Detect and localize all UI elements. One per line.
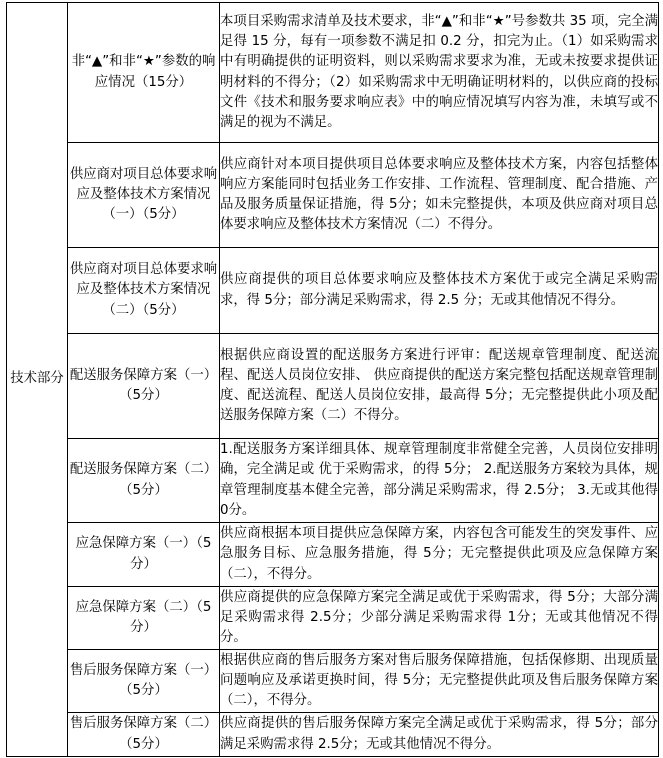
item-label: 供应商对项目总体要求响应及整体技术方案情况（一）（5分）: [69, 166, 218, 223]
criteria-cell: [220, 587, 659, 650]
item-label: 应急保障方案（一）（5分）: [75, 536, 212, 572]
item-cell: [68, 334, 220, 439]
criteria-cell: [220, 650, 659, 713]
criteria-cell: [220, 523, 659, 587]
table-row: [7, 713, 659, 757]
criteria-cell: [220, 439, 659, 523]
section-label: 技术部分: [10, 371, 64, 387]
item-label: 应急保障方案（二）（5分）: [75, 599, 212, 635]
item-cell: [68, 523, 220, 587]
item-label: 非“▲”和非“★”参数的响应情况（15分）: [71, 54, 216, 90]
criteria-text: 根据供应商的售后服务方案对售后服务保障措施，包括保修期、出现质量问题响应及承诺更换时间，得 5分；无完整提供此项及售后服务保障方案 （二），不得分。: [220, 652, 658, 709]
criteria-text: 根据供应商设置的配送服务方案进行评审：配送规章管理制度、配送流程、配送人员岗位安排、 供应商提供的配送方案完整包括配送规章管理制度、配送流程、配送人员岗位安排，最高得 5分；无完整提供此小项及配送服务保障方案（二）不得分。: [220, 347, 658, 424]
criteria-cell: [220, 713, 659, 757]
scoring-table: [6, 2, 659, 757]
item-cell: [68, 713, 220, 757]
section-cell: [7, 3, 68, 757]
item-cell: [68, 248, 220, 334]
criteria-text: 供应商针对本项目提供项目总体要求响应及整体技术方案，内容包括整体响应方案能同时包括业务工作安排、工作流程、管理制度、配合措施、产品及服务质量保证措施，得 5分；如未完整提供，本项及供应商对项目总体要求响应及整体技术方案情况（二）不得分。: [220, 156, 658, 233]
criteria-text: 本项目采购需求清单及技术要求，非“▲”和非“★”号参数共 35 项，完全满足得 15 分，每有一项参数不满足扣 0.2 分，扣完为止。（1）如采购需求中有明确提供的证明资料，则以采购需求要求为准，无或未按要求提供证明材料的不得分；（2）如采购需求中无明确证明材料的，以供应商的投标文件《技术和服务要求响应表》中的响应情况填写内容为准，未填写或不满足的视为不满足。: [220, 13, 658, 130]
criteria-cell: [220, 248, 659, 334]
table-row: [7, 650, 659, 713]
item-label: 售后服务保障方案（一）（5分）: [69, 662, 218, 698]
criteria-cell: [220, 143, 659, 248]
criteria-text: 供应商提供的售后服务保障方案完全满足或优于采购需求，得 5分；部分满足采购需求得 2.5分；无或其他情况不得分。: [220, 716, 658, 752]
item-cell: [68, 650, 220, 713]
table-row: [7, 334, 659, 439]
table-row: [7, 143, 659, 248]
criteria-text: 供应商提供的应急保障方案完全满足或优于采购需求，得 5分；大部分满足采购需求得 2.5分；少部分满足采购需求得 1分；无或其他情况不得分。: [220, 589, 658, 646]
criteria-text: 1.配送服务方案详细具体、规章管理制度非常健全完善，人员岗位安排明确，完全满足或 优于采购需求，的得 5分； 2.配送服务方案较为具体，规章管理制度基本健全完善，部分满足采购需求，得 2.5分； 3.无或其他得 0分。: [220, 442, 658, 518]
table-row: [7, 587, 659, 650]
criteria-cell: [220, 334, 659, 439]
criteria-text: 供应商提供的项目总体要求响应及整体技术方案优于或完全满足采购需求，得 5分；部分满足采购需求，得 2.5 分；无或其他情况不得分。: [220, 272, 658, 308]
table-row: [7, 523, 659, 587]
criteria-text: 供应商根据本项目提供应急保障方案，内容包含可能发生的突发事件、应急服务目标、应急服务措施，得 5分；无完整提供此项及应急保障方案（二），不得分。: [220, 526, 658, 582]
table-row: [7, 3, 659, 143]
item-label: 配送服务保障方案（一）（5分）: [69, 367, 218, 403]
item-cell: [68, 143, 220, 248]
table-row: [7, 248, 659, 334]
item-label: 售后服务保障方案（二）（5分）: [69, 716, 218, 752]
item-label: 供应商对项目总体要求响应及整体技术方案情况（二）（5分）: [69, 262, 218, 318]
item-cell: [68, 587, 220, 650]
item-label: 配送服务保障方案（二）（5分）: [69, 462, 218, 498]
item-cell: [68, 3, 220, 143]
table-row: [7, 439, 659, 523]
item-cell: [68, 439, 220, 523]
criteria-cell: [220, 3, 659, 143]
